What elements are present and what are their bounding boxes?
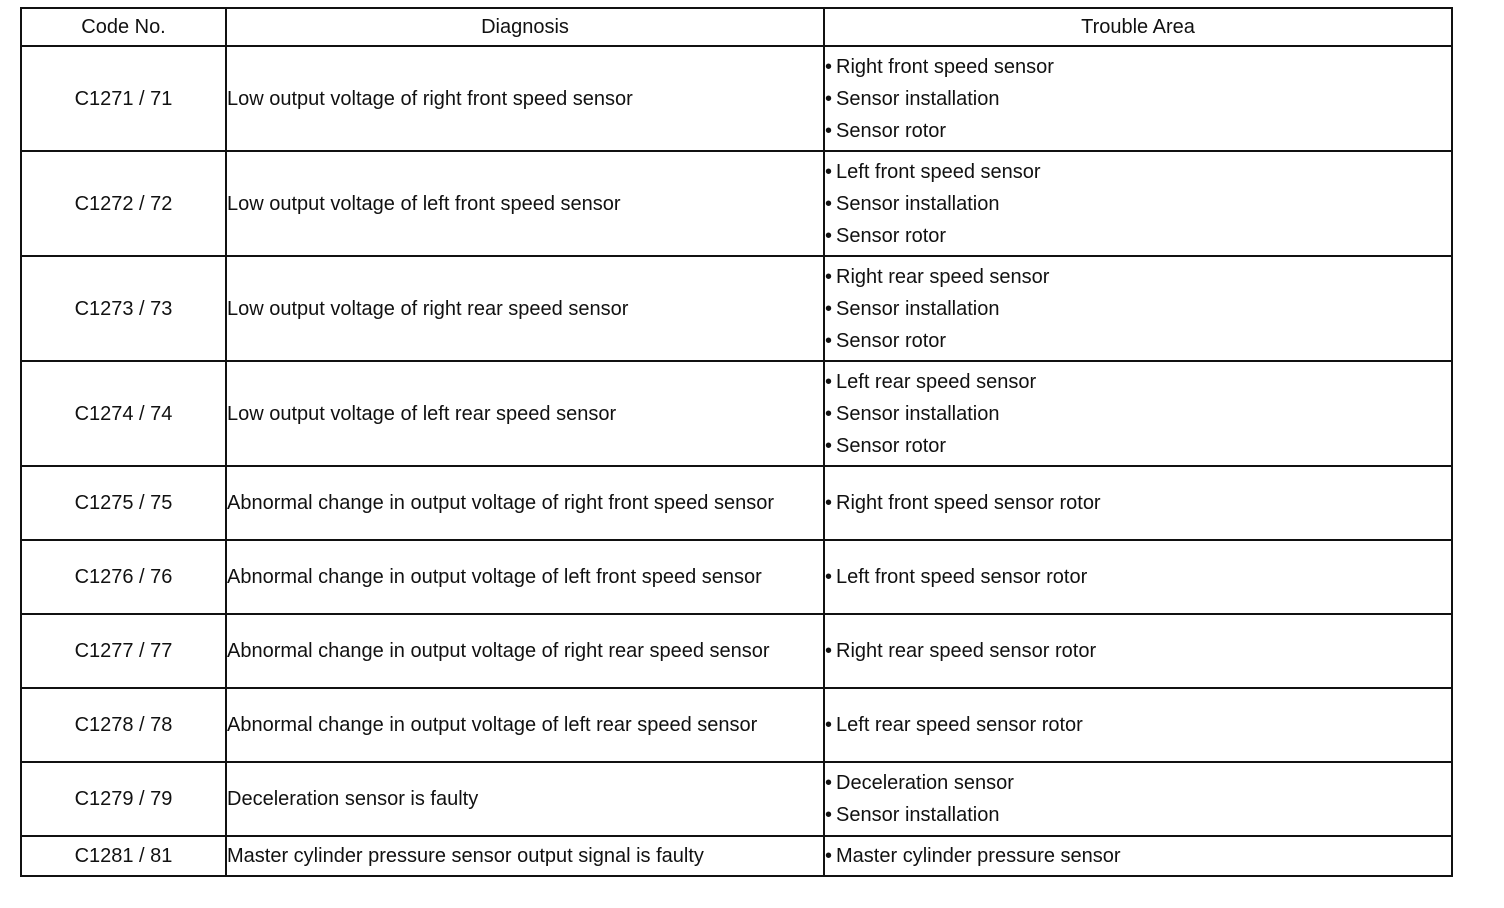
diagnosis-cell: Low output voltage of left front speed sensor (226, 151, 824, 256)
table-row (21, 688, 1452, 762)
trouble-area-cell (824, 361, 1452, 466)
trouble-area-cell (824, 688, 1452, 762)
trouble-area-cell (824, 466, 1452, 540)
table-row (21, 256, 1452, 361)
code-cell: C1275 / 75 (21, 466, 226, 540)
code-cell: C1276 / 76 (21, 540, 226, 614)
trouble-area-item: • Right front speed sensor rotor (825, 487, 1451, 519)
diagnosis-cell: Abnormal change in output voltage of left rear speed sensor (226, 688, 824, 762)
table-row (21, 46, 1452, 151)
trouble-area-item: • Deceleration sensor (825, 767, 1451, 799)
trouble-area-cell (824, 836, 1452, 876)
trouble-area-item: • Right rear speed sensor (825, 261, 1451, 293)
code-cell: C1279 / 79 (21, 762, 226, 836)
diagnosis-cell: Deceleration sensor is faulty (226, 762, 824, 836)
table-row (21, 614, 1452, 688)
table-row (21, 540, 1452, 614)
diagnosis-cell: Abnormal change in output voltage of right rear speed sensor (226, 614, 824, 688)
trouble-area-cell (824, 46, 1452, 151)
trouble-area-item: • Right rear speed sensor rotor (825, 635, 1451, 667)
trouble-area-cell (824, 256, 1452, 361)
trouble-area-item: • Sensor installation (825, 188, 1451, 220)
trouble-area-item: • Master cylinder pressure sensor (825, 840, 1451, 872)
header-diagnosis: Diagnosis (226, 8, 824, 46)
code-cell: C1278 / 78 (21, 688, 226, 762)
trouble-area-item: • Sensor installation (825, 398, 1451, 430)
diagnosis-cell: Low output voltage of left rear speed sensor (226, 361, 824, 466)
diagnosis-cell: Low output voltage of right rear speed sensor (226, 256, 824, 361)
trouble-area-item: • Left front speed sensor rotor (825, 561, 1451, 593)
trouble-area-cell (824, 614, 1452, 688)
trouble-area-item: • Sensor rotor (825, 325, 1451, 357)
diagnostic-code-table (20, 7, 1453, 877)
diagnosis-cell: Abnormal change in output voltage of left front speed sensor (226, 540, 824, 614)
table-row (21, 836, 1452, 876)
trouble-area-item: • Left rear speed sensor (825, 366, 1451, 398)
trouble-area-cell (824, 540, 1452, 614)
trouble-area-item: • Sensor rotor (825, 115, 1451, 147)
code-cell: C1273 / 73 (21, 256, 226, 361)
table-row (21, 361, 1452, 466)
header-trouble-area: Trouble Area (824, 8, 1452, 46)
table-row (21, 466, 1452, 540)
trouble-area-item: • Left front speed sensor (825, 156, 1451, 188)
code-cell: C1274 / 74 (21, 361, 226, 466)
trouble-area-item: • Right front speed sensor (825, 51, 1451, 83)
trouble-area-cell (824, 151, 1452, 256)
code-cell: C1272 / 72 (21, 151, 226, 256)
diagnosis-cell: Abnormal change in output voltage of right front speed sensor (226, 466, 824, 540)
code-cell: C1271 / 71 (21, 46, 226, 151)
table-header-row (21, 8, 1452, 46)
diagnosis-cell: Master cylinder pressure sensor output signal is faulty (226, 836, 824, 876)
table-row (21, 151, 1452, 256)
trouble-area-item: • Sensor installation (825, 83, 1451, 115)
code-cell: C1277 / 77 (21, 614, 226, 688)
trouble-area-item: • Sensor rotor (825, 430, 1451, 462)
trouble-area-item: • Sensor rotor (825, 220, 1451, 252)
diagnosis-cell: Low output voltage of right front speed sensor (226, 46, 824, 151)
header-code-no: Code No. (21, 8, 226, 46)
trouble-area-item: • Left rear speed sensor rotor (825, 709, 1451, 741)
table-row (21, 762, 1452, 836)
trouble-area-cell (824, 762, 1452, 836)
code-cell: C1281 / 81 (21, 836, 226, 876)
trouble-area-item: • Sensor installation (825, 293, 1451, 325)
trouble-area-item: • Sensor installation (825, 799, 1451, 831)
